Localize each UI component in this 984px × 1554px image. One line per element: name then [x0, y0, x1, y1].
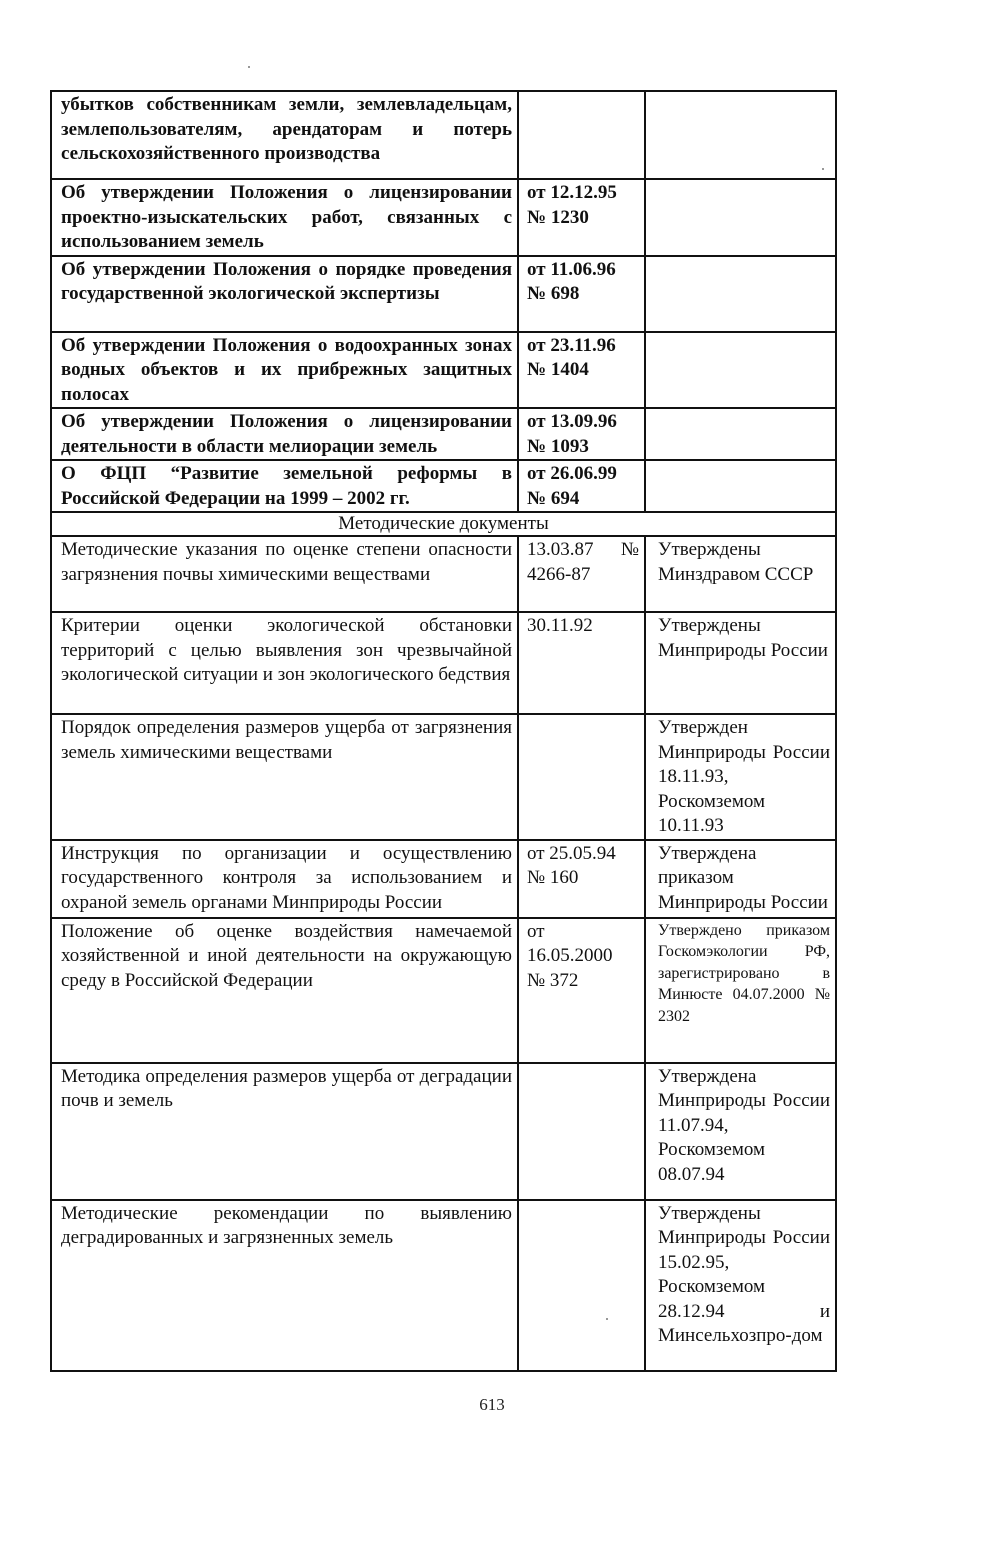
document-approval: Утверждены Минприроды России 15.02.95, Роскомземом 28.12.94 и Минсельхозпро-дом	[645, 1200, 836, 1371]
table-row	[51, 179, 836, 256]
document-title: Об утверждении Положения о водоохранных зонах водных объектов и их прибрежных защитных полосах	[51, 332, 518, 409]
document-number: № 698	[527, 283, 580, 304]
document-title: Порядок определения размеров ущерба от загрязнения земель химическими веществами	[51, 714, 518, 840]
document-date	[518, 714, 645, 840]
document-date-line: от 12.12.95	[527, 182, 617, 203]
page-number: 613	[479, 1395, 505, 1414]
table-row	[51, 408, 836, 460]
scan-speck	[822, 168, 824, 170]
document-date-line: от 11.06.96	[527, 258, 616, 280]
document-approval	[645, 460, 836, 512]
table-row	[51, 612, 836, 714]
document-date	[518, 408, 645, 460]
document-date-value: 16.05.2000	[527, 945, 613, 966]
document-date-line: от 13.09.96	[527, 411, 617, 432]
document-approval: Утвержден Минприроды России 18.11.93, Роскомземом 10.11.93	[645, 714, 836, 840]
document-title: Инструкция по организации и осуществлению государственного контроля за использованием и охраной земель органами Минприроды России	[51, 840, 518, 918]
document-date	[518, 256, 645, 332]
document-date	[518, 460, 645, 512]
document-title: Критерии оценки экологической обстановки территорий с целью выявления зон чрезвычайной экологической ситуации и зон экологического бедствия	[51, 612, 518, 714]
document-approval	[645, 256, 836, 332]
document-date	[518, 918, 645, 1063]
document-title: Методика определения размеров ущерба от деградации почв и земель	[51, 1063, 518, 1200]
document-date	[518, 840, 645, 918]
document-date	[518, 1063, 645, 1200]
document-title: Методические рекомендации по выявлению деградированных и загрязненных земель	[51, 1200, 518, 1371]
table-row	[51, 536, 836, 612]
document-date-line: от 26.06.99	[527, 463, 617, 484]
document-number: № 1404	[527, 359, 589, 380]
document-approval: Утверждены Минприроды России	[645, 612, 836, 714]
document-date	[518, 91, 645, 179]
legal-documents-table	[50, 90, 837, 1372]
document-date	[518, 179, 645, 256]
document-approval: Утверждено приказом Госкомэкологии РФ, зарегистрировано в Минюсте 04.07.2000 № 2302	[645, 918, 836, 1063]
document-approval	[645, 179, 836, 256]
table-row	[51, 460, 836, 512]
document-title: О ФЦП “Развитие земельной реформы в Российской Федерации на 1999 – 2002 гг.	[51, 460, 518, 512]
document-date-line: от 23.11.96	[527, 334, 616, 356]
table-row	[51, 1200, 836, 1371]
document-number: № 1230	[527, 206, 589, 228]
table-row	[51, 332, 836, 409]
document-approval	[645, 408, 836, 460]
scan-speck	[248, 66, 250, 68]
scan-speck	[606, 1318, 608, 1320]
table-row	[51, 1063, 836, 1200]
table-row	[51, 714, 836, 840]
document-date	[518, 1200, 645, 1371]
section-row	[51, 512, 836, 536]
document-title: Методические указания по оценке степени опасности загрязнения почвы химическими веществами	[51, 536, 518, 612]
document-number: № 1093	[527, 435, 589, 457]
document-title: Об утверждении Положения о порядке проведения государственной экологической экспертизы	[51, 256, 518, 332]
document-title: Об утверждении Положения о лицензировании проектно-изыскательских работ, связанных с использованием земель	[51, 179, 518, 256]
document-date-line: от 25.05.94	[527, 842, 616, 864]
document-title: Об утверждении Положения о лицензировании деятельности в области мелиорации земель	[51, 408, 518, 460]
document-date-line: от	[527, 920, 545, 942]
document-approval	[645, 91, 836, 179]
document-title: Положение об оценке воздействия намечаемой хозяйственной и иной деятельности на окружающую среду в Российской Федерации	[51, 918, 518, 1063]
document-number: № 694	[527, 487, 580, 509]
document-number: № 372	[527, 969, 579, 991]
document-number: № 160	[527, 867, 579, 888]
document-approval: Утверждена Минприроды России 11.07.94, Роскомземом 08.07.94	[645, 1063, 836, 1200]
document-date	[518, 332, 645, 409]
table-row	[51, 256, 836, 332]
table-row	[51, 91, 836, 179]
table-row	[51, 840, 836, 918]
document-approval: Утверждена приказом Минприроды России	[645, 840, 836, 918]
document-approval: Утверждены Минздравом СССР	[645, 536, 836, 612]
table-row	[51, 918, 836, 1063]
document-date: 13.03.87 № 4266-87	[518, 536, 645, 612]
document-title: убытков собственникам земли, землевладельцам, землепользователям, арендаторам и потерь сельскохозяйственного производства	[51, 91, 518, 179]
document-date: 30.11.92	[518, 612, 645, 714]
document-approval	[645, 332, 836, 409]
section-heading: Методические документы	[51, 512, 836, 536]
